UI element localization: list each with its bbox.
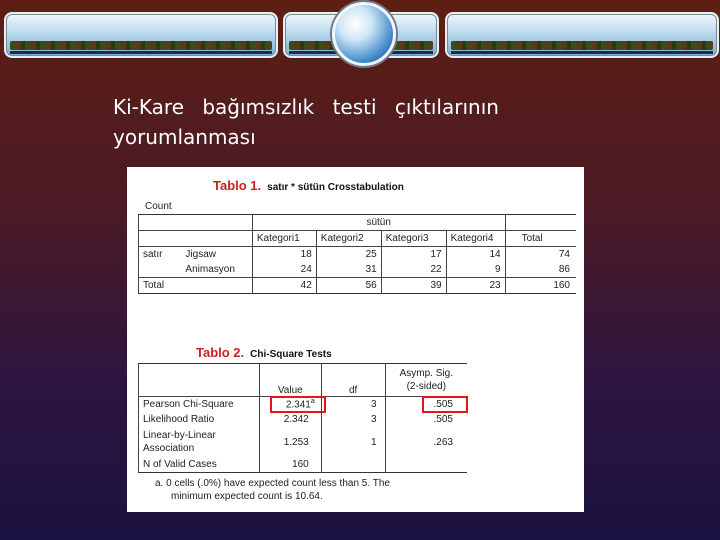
header-banner-left xyxy=(4,12,278,58)
row-label: Linear-by-Linear xyxy=(143,430,216,441)
row-var-label: satır xyxy=(143,249,163,260)
cell: 31 xyxy=(316,262,381,278)
row-label: N of Valid Cases xyxy=(139,457,260,473)
cell: 86 xyxy=(558,264,570,275)
cell: 56 xyxy=(316,278,381,294)
cell: 42 xyxy=(252,278,316,294)
cell: 22 xyxy=(381,262,446,278)
spss-output-panel xyxy=(127,167,584,512)
table2-label: Tablo 2. xyxy=(196,345,245,360)
row-label: Likelihood Ratio xyxy=(139,412,260,427)
table1-caption: satır * sütün Crosstabulation xyxy=(267,182,404,193)
col-header-sig: Asymp. Sig. xyxy=(399,368,453,379)
cell: 14 xyxy=(446,247,505,263)
table-row xyxy=(139,262,577,278)
row-label: Pearson Chi-Square xyxy=(139,397,260,413)
crosstab-table xyxy=(138,214,576,294)
col-header: Kategori2 xyxy=(316,231,381,247)
row-label: Animasyon xyxy=(181,262,252,278)
cell: 39 xyxy=(381,278,446,294)
table-row-total xyxy=(139,278,577,294)
col-header-value: Value xyxy=(259,364,321,397)
col-header-sig-2sided: (2-sided) xyxy=(406,381,447,392)
slide-title xyxy=(113,92,613,152)
col-header-df: df xyxy=(321,364,385,397)
table2-caption: Chi-Square Tests xyxy=(250,349,332,360)
cell: 160 xyxy=(553,280,570,291)
table1-header xyxy=(213,175,404,194)
cell: 23 xyxy=(446,278,505,294)
highlight-significance xyxy=(422,396,468,413)
table2-footnote xyxy=(155,477,390,503)
total-label: Total xyxy=(139,278,253,294)
cell: 25 xyxy=(316,247,381,263)
value-cell: 2.342 xyxy=(259,412,321,427)
cell: 9 xyxy=(446,262,505,278)
cell: 74 xyxy=(558,249,570,260)
sig-cell: .505 xyxy=(433,414,453,425)
footnote-line1: a. 0 cells (.0%) have expected count less than 5. The xyxy=(155,478,390,489)
globe-icon xyxy=(332,2,396,66)
value: 2.341 xyxy=(285,399,311,411)
value-cell: 1.253 xyxy=(259,427,321,457)
col-header: Kategori1 xyxy=(252,231,316,247)
df-cell: 3 xyxy=(321,397,385,413)
footnote-line2: minimum expected count is 10.64. xyxy=(171,491,323,502)
df-cell: 3 xyxy=(321,412,385,427)
table-row xyxy=(139,247,577,263)
header-banner-right xyxy=(445,12,719,58)
cell: 24 xyxy=(252,262,316,278)
table-row xyxy=(139,457,468,473)
row-label: Jigsaw xyxy=(181,247,252,263)
cell: 17 xyxy=(381,247,446,263)
footnote-marker: a xyxy=(310,398,315,406)
sig-cell: .505 xyxy=(433,399,453,410)
col-header: Kategori4 xyxy=(446,231,505,247)
row-label-cont: Association xyxy=(143,443,195,454)
value-cell: 160 xyxy=(259,457,321,473)
table1-label: Tablo 1. xyxy=(213,178,262,193)
cell: 18 xyxy=(252,247,316,263)
count-label: Count xyxy=(145,201,172,212)
slide-title-line1: Ki-Kare bağımsızlık testi çıktılarının xyxy=(113,95,499,119)
df-cell: 1 xyxy=(321,427,385,457)
table2-header xyxy=(196,342,332,361)
col-group-header: sütün xyxy=(252,215,505,231)
table-row xyxy=(139,427,468,457)
col-header-total: Total xyxy=(521,233,543,244)
sig-cell: .263 xyxy=(433,436,453,448)
col-header: Kategori3 xyxy=(381,231,446,247)
chi-square-table xyxy=(138,363,467,473)
table-row xyxy=(139,412,468,427)
slide-title-line2: yorumlanması xyxy=(113,125,256,149)
highlight-chi-square-value xyxy=(270,396,326,413)
